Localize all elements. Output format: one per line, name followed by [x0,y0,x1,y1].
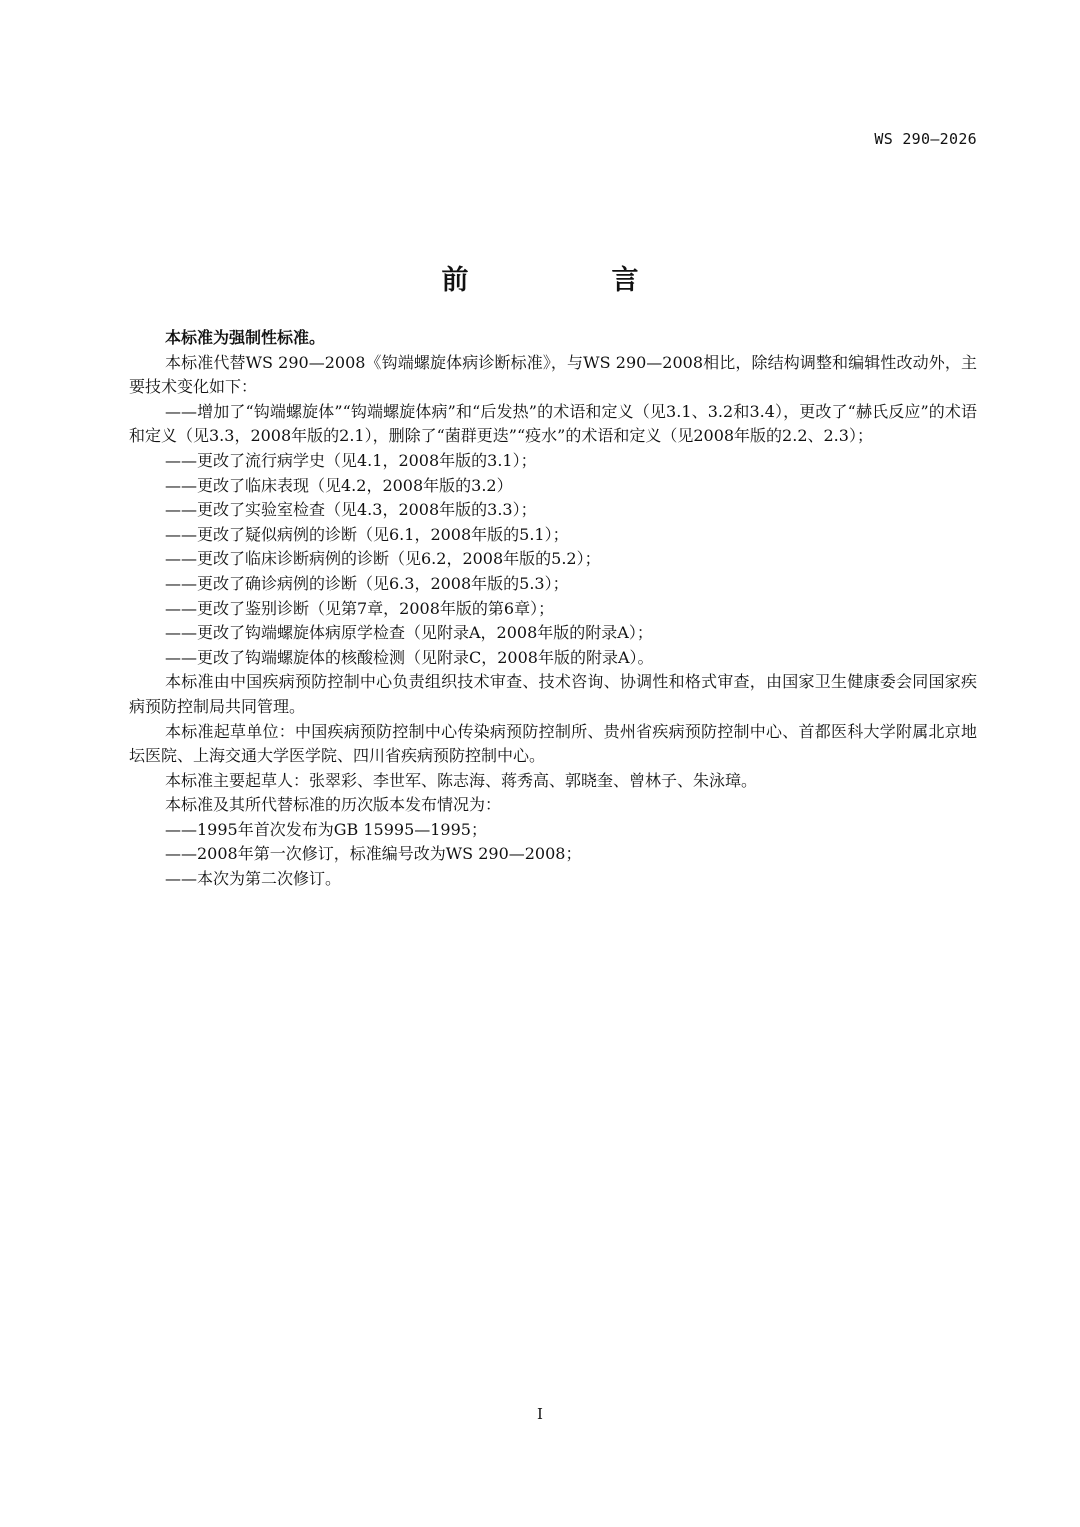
mandatory-statement: 本标准为强制性标准。 [165,328,326,347]
standard-number: WS 290—2026 [874,130,977,148]
change-item: ——增加了“钩端螺旋体”“钩端螺旋体病”和“后发热”的术语和定义（见3.1、3.2和3.4），更改了“赫氏反应”的术语和定义（见3.3，2008年版的2.1），删除了“菌群更迭”“疫水”的术语和定义（见2008年版的2.2、2.3）； [129,401,977,446]
history-item: ——本次为第二次修订。 [165,869,342,889]
change-item: ——更改了确诊病例的诊断（见6.3，2008年版的5.3）； [165,573,569,593]
change-item: ——更改了鉴别诊断（见第7章，2008年版的第6章）； [165,598,555,618]
history-item: ——1995年首次发布为GB 15995—1995； [165,819,487,839]
change-item: ——更改了实验室检查（见4.3，2008年版的3.3）； [165,500,537,520]
change-item: ——更改了流行病学史（见4.1，2008年版的3.1）； [165,450,537,470]
change-item: ——更改了钩端螺旋体病原学检查（见附录A，2008年版的附录A）； [165,623,653,643]
history-item: ——2008年第一次修订，标准编号改为WS 290—2008； [165,844,582,864]
change-item: ——更改了临床表现（见4.2，2008年版的3.2） [165,475,513,495]
change-item: ——更改了临床诊断病例的诊断（见6.2，2008年版的5.2）； [165,549,601,569]
main-drafters: 本标准主要起草人：张翠彩、李世军、陈志海、蒋秀高、郭晓奎、曾林子、朱泳璋。 [165,770,758,790]
drafting-units: 本标准起草单位：中国疾病预防控制中心传染病预防控制所、贵州省疾病预防控制中心、首都医科大学附属北京地坛医院、上海交通大学医学院、四川省疾病预防控制中心。 [129,721,977,766]
page-title: 前 言 [441,265,697,296]
page-number: I [537,1405,543,1423]
management-statement: 本标准由中国疾病预防控制中心负责组织技术审查、技术咨询、协调性和格式审查，由国家卫生健康委会同国家疾病预防控制局共同管理。 [129,672,977,716]
change-item: ——更改了钩端螺旋体的核酸检测（见附录C，2008年版的附录A）。 [165,647,654,667]
change-item: ——更改了疑似病例的诊断（见6.1，2008年版的5.1）； [165,524,569,544]
history-intro: 本标准及其所代替标准的历次版本发布情况为： [165,795,502,815]
replacement-statement: 本标准代替WS 290—2008《钩端螺旋体病诊断标准》，与WS 290—2008相比，除结构调整和编辑性改动外，主要技术变化如下： [129,352,977,397]
foreword-body [129,326,977,892]
